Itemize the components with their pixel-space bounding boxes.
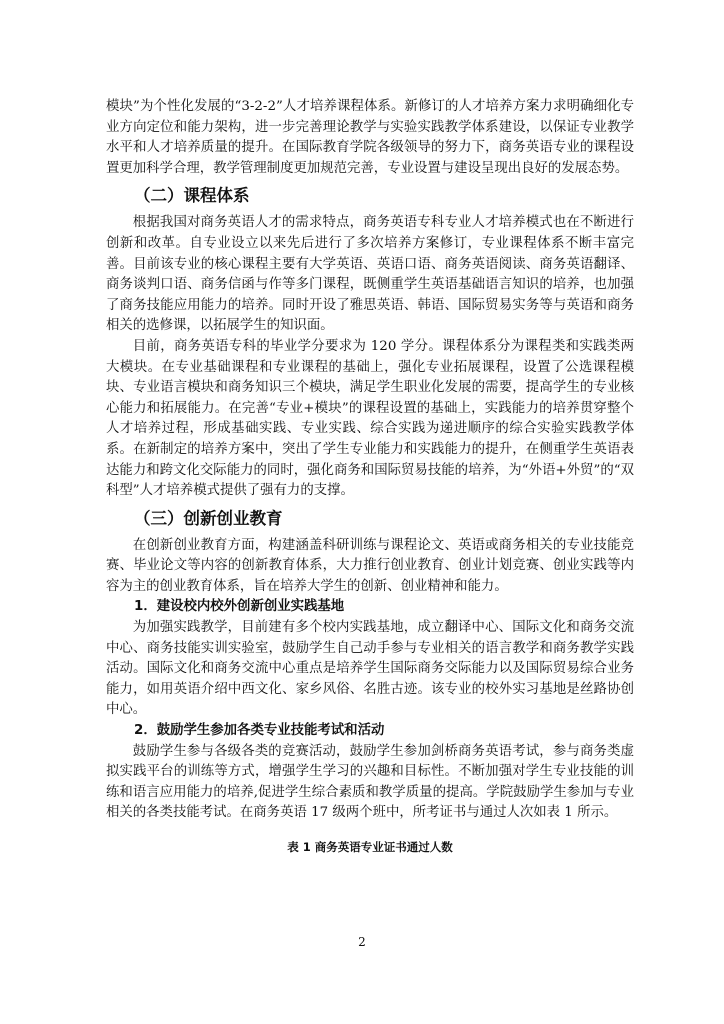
skills-exams-paragraph: 鼓励学生参与各级各类的竞赛活动，鼓励学生参加剑桥商务英语考试，参与商务类虚拟实践平台的训练等方式，增强学生学习的兴趣和目标性。不断加强对学生专业技能的训练和语言应用能力的培养,促进学生综合素质和教学质量的提高。学院鼓励学生参加与专业相关的各类技能考试。在商务英语 17 级两个班中，所考证书与通过人次如表 1 所示。: [106, 743, 634, 821]
innovation-paragraph-1: 在创新创业教育方面，构建涵盖科研训练与课程论文、英语或商务相关的专业技能竞赛、毕业论文等内容的创新教育体系，大力推行创业教育、创业计划竞赛、创业实践等内容为主的创业教育体系，旨在培养大学生的创新、创业精神和能力。: [106, 537, 634, 594]
practice-base-paragraph: 为加强实践教学，目前建有多个校内实践基地，成立翻译中心、国际文化和商务交流中心、商务技能实训实验室，鼓励学生自己动手参与专业相关的语言教学和商务教学实践活动。国际文化和商务交流中心重点是培养学生国际商务交际能力以及国际贸易综合业务能力，如用英语介绍中西文化、家乡风俗、名胜古迹。该专业的校外实习基地是丝路协创中心。: [106, 620, 634, 718]
subheading-practice-base: 1．建设校内校外创新创业实践基地: [134, 599, 345, 615]
section-heading-curriculum: （二）课程体系: [134, 186, 250, 206]
intro-paragraph: 模块”为个性化发展的“3-2-2”人才培养课程体系。新修订的人才培养方案力求明确细化专业方向定位和能力架构，进一步完善理论教学与实验实践教学体系建设，以保证专业教学水平和人才培养质量的提升。在国际教育学院各级领导的努力下，商务英语专业的课程设置更加科学合理，教学管理制度更加规范完善，专业设置与建设呈现出良好的发展态势。: [106, 99, 634, 176]
curriculum-paragraph-2: 目前，商务英语专科的毕业学分要求为 120 学分。课程体系分为课程类和实践类两大模块。在专业基础课程和专业课程的基础上，强化专业拓展课程，设置了公选课程模块、专业语言模块和商务知识三个模块，满足学生职业化发展的需要，提高学生的专业核心能力和拓展能力。在完善“专业+模块”的课程设置的基础上，实践能力的培养贯穿整个人才培养过程，形成基础实践、专业实践、综合实践为递进顺序的综合实验实践教学体系。在新制定的培养方案中，突出了学生专业能力和实践能力的提升，在侧重学生英语表达能力和跨文化交际能力的同时，强化商务和国际贸易技能的培养，为“外语+外贸”的“双科型”人才培养模式提供了强有力的支撑。: [106, 338, 634, 499]
page-number: 2: [358, 935, 366, 949]
page-content: [106, 97, 634, 856]
table-caption: 表 1 商务英语专业证书通过人数: [287, 840, 453, 854]
curriculum-paragraph-1: 根据我国对商务英语人才的需求特点，商务英语专科专业人才培养模式也在不断进行创新和改革。自专业设立以来先后进行了多次培养方案修订，专业课程体系不断丰富完善。目前该专业的核心课程主要有大学英语、英语口语、商务英语阅读、商务英语翻译、商务谈判口语、商务信函与作等多门课程，既侧重学生英语基础语言知识的培养，也加强了商务技能应用能力的培养。同时开设了雅思英语、韩语、国际贸易实务等与英语和商务相关的选修课，以拓展学生的知识面。: [106, 215, 634, 334]
subheading-skills-exams: 2．鼓励学生参加各类专业技能考试和活动: [134, 723, 385, 739]
section-heading-innovation: （三）创新创业教育: [134, 508, 283, 528]
